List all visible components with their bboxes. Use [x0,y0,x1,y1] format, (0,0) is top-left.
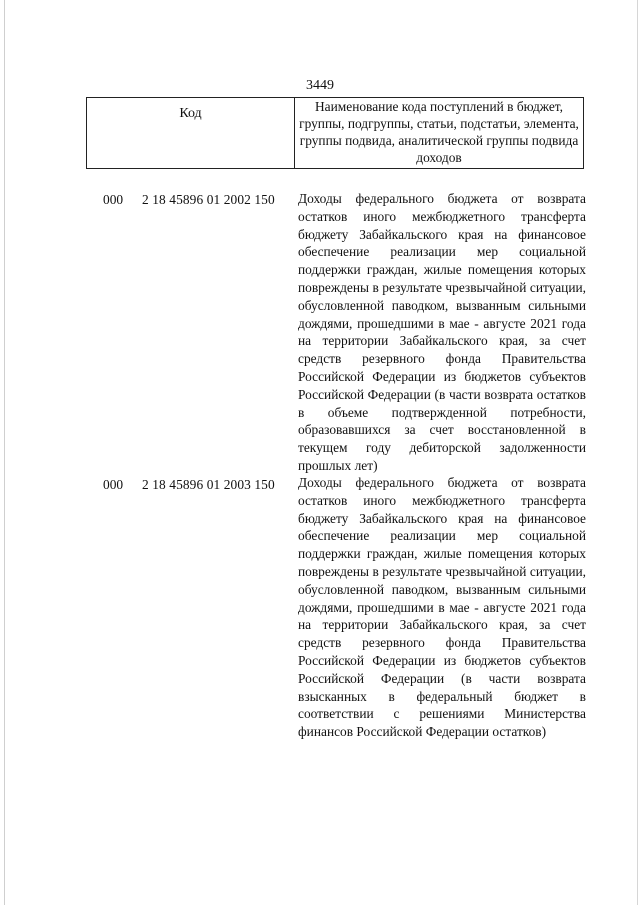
table-header [86,97,584,169]
table-header-name: Наименование кода поступлений в бюджет, группы, подгруппы, статьи, подстатьи, элемента, группы подвида, аналитической группы подвида доходов [299,99,579,165]
entry-prefix: 000 [103,192,124,207]
entry-description: Доходы федерального бюджета от возврата остатков иного межбюджетного трансферта бюджету Забайкальского края на финансовое обеспечение реализации мер социальной поддержки граждан, жилые помещения которых повреждены в результате чрезвычайной ситуации, обусловленной паводком, вызванным сильными дождями, прошедшими в мае - августе 2021 года на территории Забайкальского края, за счет средств резервного фонда Правительства Российской Федерации из бюджетов субъектов Российской Федерации (в части возврата взысканных в федеральный бюджет в соответствии с решениями Министерства финансов Российской Федерации остатков) [298,475,586,740]
scan-edge-right [637,0,638,905]
table-header-divider [294,98,295,168]
page-number: 3449 [306,78,334,93]
entry-description: Доходы федерального бюджета от возврата остатков иного межбюджетного трансферта бюджету Забайкальского края на финансовое обеспечение реализации мер социальной поддержки граждан, жилые помещения которых повреждены в результате чрезвычайной ситуации, обусловленной паводком, вызванным сильными дождями, прошедшими в мае - августе 2021 года на территории Забайкальского края, за счет средств резервного фонда Правительства Российской Федерации из бюджетов субъектов Российской Федерации (в части возврата остатков в объеме подтвержденной потребности, образовавшихся за счет восстановленной в текущем году дебиторской задолженности прошлых лет) [298,191,586,473]
entry-code: 2 18 45896 01 2002 150 [142,192,275,207]
entry-prefix: 000 [103,477,124,492]
scan-edge-left [4,0,5,905]
entry-code: 2 18 45896 01 2003 150 [142,477,275,492]
table-header-code: Код [179,106,202,121]
